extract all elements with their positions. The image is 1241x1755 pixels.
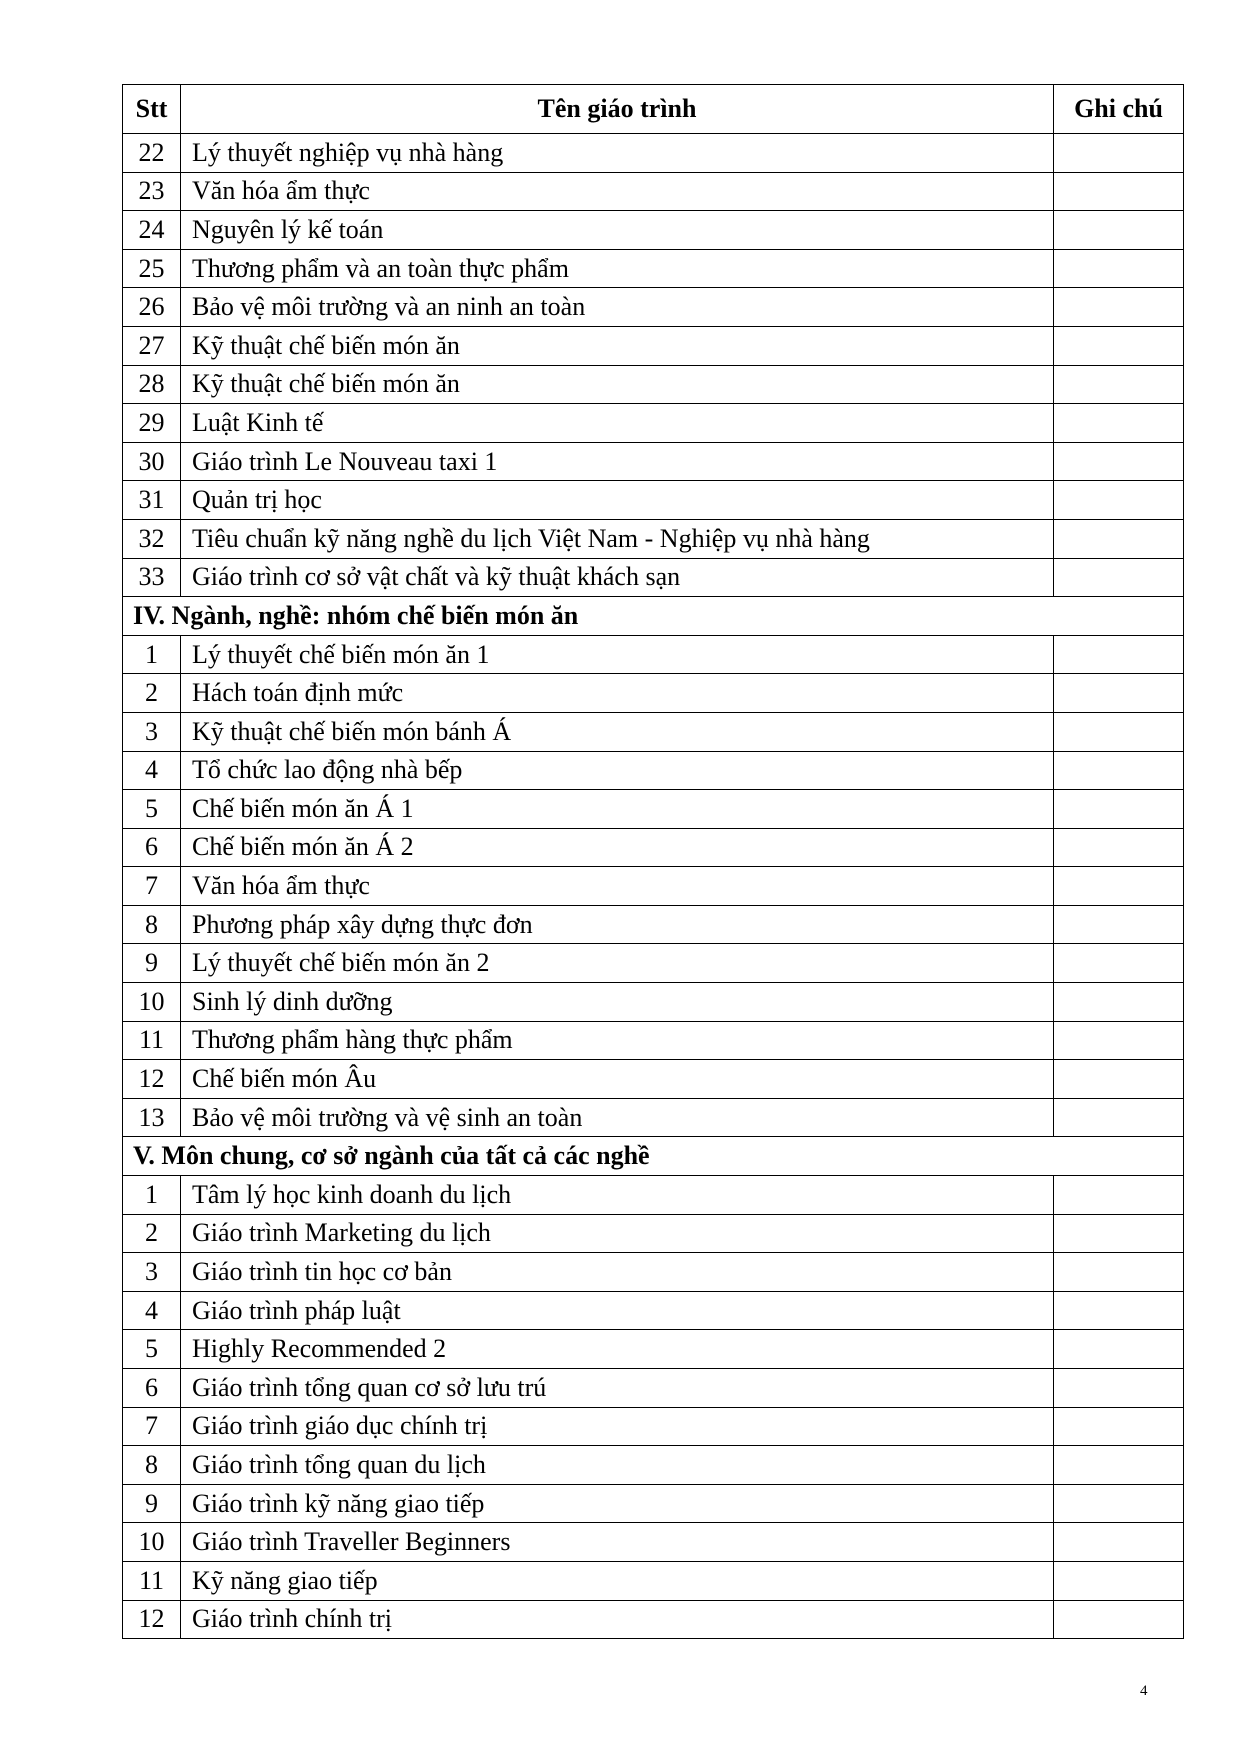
table-row — [123, 983, 1184, 1022]
section-heading: IV. Ngành, nghề: nhóm chế biến món ăn — [123, 597, 1184, 636]
row-textbook-name: Luật Kinh tế — [181, 404, 1054, 443]
row-note — [1054, 1060, 1184, 1099]
row-stt: 10 — [123, 983, 181, 1022]
table-row — [123, 1484, 1184, 1523]
row-stt: 3 — [123, 712, 181, 751]
row-note — [1054, 1098, 1184, 1137]
table-row — [123, 211, 1184, 250]
table-row — [123, 828, 1184, 867]
table-row — [123, 365, 1184, 404]
row-note — [1054, 134, 1184, 173]
row-note — [1054, 674, 1184, 713]
table-row — [123, 1176, 1184, 1215]
table-row — [123, 712, 1184, 751]
row-textbook-name: Kỹ thuật chế biến món ăn — [181, 326, 1054, 365]
row-note — [1054, 635, 1184, 674]
row-textbook-name: Lý thuyết nghiệp vụ nhà hàng — [181, 134, 1054, 173]
row-note — [1054, 828, 1184, 867]
row-note — [1054, 1561, 1184, 1600]
row-note — [1054, 1291, 1184, 1330]
row-textbook-name: Giáo trình pháp luật — [181, 1291, 1054, 1330]
row-stt: 3 — [123, 1253, 181, 1292]
row-textbook-name: Tâm lý học kinh doanh du lịch — [181, 1176, 1054, 1215]
table-row — [123, 905, 1184, 944]
row-note — [1054, 1253, 1184, 1292]
row-stt: 11 — [123, 1561, 181, 1600]
row-textbook-name: Kỹ năng giao tiếp — [181, 1561, 1054, 1600]
row-textbook-name: Bảo vệ môi trường và an ninh an toàn — [181, 288, 1054, 327]
row-stt: 5 — [123, 1330, 181, 1369]
row-note — [1054, 481, 1184, 520]
row-stt: 4 — [123, 1291, 181, 1330]
table-row — [123, 1330, 1184, 1369]
header-textbook-name: Tên giáo trình — [181, 85, 1054, 134]
row-textbook-name: Lý thuyết chế biến món ăn 1 — [181, 635, 1054, 674]
row-note — [1054, 867, 1184, 906]
row-note — [1054, 1214, 1184, 1253]
row-textbook-name: Giáo trình cơ sở vật chất và kỹ thuật khách sạn — [181, 558, 1054, 597]
table-row — [123, 558, 1184, 597]
row-textbook-name: Tiêu chuẩn kỹ năng nghề du lịch Việt Nam - Nghiệp vụ nhà hàng — [181, 519, 1054, 558]
row-textbook-name: Thương phẩm và an toàn thực phẩm — [181, 249, 1054, 288]
row-stt: 2 — [123, 674, 181, 713]
row-stt: 1 — [123, 1176, 181, 1215]
row-note — [1054, 1600, 1184, 1639]
table-row — [123, 1561, 1184, 1600]
row-textbook-name: Bảo vệ môi trường và vệ sinh an toàn — [181, 1098, 1054, 1137]
row-stt: 23 — [123, 172, 181, 211]
row-note — [1054, 365, 1184, 404]
row-textbook-name: Lý thuyết chế biến món ăn 2 — [181, 944, 1054, 983]
row-stt: 7 — [123, 1407, 181, 1446]
table-row — [123, 249, 1184, 288]
row-textbook-name: Chế biến món Âu — [181, 1060, 1054, 1099]
row-textbook-name: Phương pháp xây dựng thực đơn — [181, 905, 1054, 944]
row-textbook-name: Sinh lý dinh dưỡng — [181, 983, 1054, 1022]
table-row — [123, 1446, 1184, 1485]
table-row — [123, 1214, 1184, 1253]
row-stt: 9 — [123, 1484, 181, 1523]
row-note — [1054, 751, 1184, 790]
table-row — [123, 288, 1184, 327]
row-textbook-name: Giáo trình Le Nouveau taxi 1 — [181, 442, 1054, 481]
row-note — [1054, 1407, 1184, 1446]
header-stt: Stt — [123, 85, 181, 134]
table-header-row — [123, 85, 1184, 134]
row-textbook-name: Kỹ thuật chế biến món ăn — [181, 365, 1054, 404]
section-row — [123, 1137, 1184, 1176]
table-row — [123, 481, 1184, 520]
table-row — [123, 326, 1184, 365]
row-stt: 12 — [123, 1600, 181, 1639]
row-note — [1054, 944, 1184, 983]
row-note — [1054, 404, 1184, 443]
header-note: Ghi chú — [1054, 85, 1184, 134]
row-note — [1054, 558, 1184, 597]
row-stt: 8 — [123, 1446, 181, 1485]
table-row — [123, 519, 1184, 558]
row-note — [1054, 1523, 1184, 1562]
table-row — [123, 1021, 1184, 1060]
row-note — [1054, 905, 1184, 944]
row-stt: 26 — [123, 288, 181, 327]
row-textbook-name: Văn hóa ẩm thực — [181, 867, 1054, 906]
row-stt: 6 — [123, 828, 181, 867]
row-note — [1054, 442, 1184, 481]
row-note — [1054, 1484, 1184, 1523]
table-row — [123, 674, 1184, 713]
row-note — [1054, 1021, 1184, 1060]
row-note — [1054, 519, 1184, 558]
row-note — [1054, 211, 1184, 250]
row-stt: 27 — [123, 326, 181, 365]
row-stt: 8 — [123, 905, 181, 944]
table-row — [123, 1253, 1184, 1292]
section-heading: V. Môn chung, cơ sở ngành của tất cả các nghề — [123, 1137, 1184, 1176]
row-textbook-name: Giáo trình Marketing du lịch — [181, 1214, 1054, 1253]
row-stt: 31 — [123, 481, 181, 520]
row-note — [1054, 288, 1184, 327]
table-row — [123, 442, 1184, 481]
row-stt: 24 — [123, 211, 181, 250]
table-row — [123, 1098, 1184, 1137]
row-note — [1054, 1176, 1184, 1215]
row-textbook-name: Thương phẩm hàng thực phẩm — [181, 1021, 1054, 1060]
row-note — [1054, 790, 1184, 829]
page-number: 4 — [1140, 1683, 1148, 1699]
table-row — [123, 1600, 1184, 1639]
table-row — [123, 134, 1184, 173]
row-textbook-name: Văn hóa ẩm thực — [181, 172, 1054, 211]
row-stt: 10 — [123, 1523, 181, 1562]
row-note — [1054, 249, 1184, 288]
row-textbook-name: Giáo trình tin học cơ bản — [181, 1253, 1054, 1292]
row-note — [1054, 1446, 1184, 1485]
row-stt: 2 — [123, 1214, 181, 1253]
row-textbook-name: Nguyên lý kế toán — [181, 211, 1054, 250]
row-textbook-name: Giáo trình giáo dục chính trị — [181, 1407, 1054, 1446]
row-stt: 7 — [123, 867, 181, 906]
row-stt: 9 — [123, 944, 181, 983]
row-textbook-name: Kỹ thuật chế biến món bánh Á — [181, 712, 1054, 751]
row-stt: 30 — [123, 442, 181, 481]
row-note — [1054, 983, 1184, 1022]
table-row — [123, 1291, 1184, 1330]
row-stt: 33 — [123, 558, 181, 597]
row-note — [1054, 326, 1184, 365]
table-body — [123, 134, 1184, 1639]
row-stt: 29 — [123, 404, 181, 443]
table-row — [123, 172, 1184, 211]
row-textbook-name: Quản trị học — [181, 481, 1054, 520]
row-textbook-name: Giáo trình Traveller Beginners — [181, 1523, 1054, 1562]
row-note — [1054, 1369, 1184, 1408]
row-stt: 28 — [123, 365, 181, 404]
row-stt: 1 — [123, 635, 181, 674]
row-stt: 25 — [123, 249, 181, 288]
row-stt: 11 — [123, 1021, 181, 1060]
row-stt: 12 — [123, 1060, 181, 1099]
row-textbook-name: Chế biến món ăn Á 1 — [181, 790, 1054, 829]
row-note — [1054, 1330, 1184, 1369]
row-stt: 5 — [123, 790, 181, 829]
row-stt: 4 — [123, 751, 181, 790]
row-stt: 13 — [123, 1098, 181, 1137]
textbook-table — [122, 84, 1184, 1639]
row-stt: 32 — [123, 519, 181, 558]
row-textbook-name: Tổ chức lao động nhà bếp — [181, 751, 1054, 790]
table-row — [123, 1060, 1184, 1099]
row-textbook-name: Chế biến món ăn Á 2 — [181, 828, 1054, 867]
table-row — [123, 1369, 1184, 1408]
table-row — [123, 751, 1184, 790]
table-row — [123, 1407, 1184, 1446]
row-textbook-name: Hách toán định mức — [181, 674, 1054, 713]
row-textbook-name: Giáo trình tổng quan cơ sở lưu trú — [181, 1369, 1054, 1408]
row-textbook-name: Highly Recommended 2 — [181, 1330, 1054, 1369]
row-textbook-name: Giáo trình kỹ năng giao tiếp — [181, 1484, 1054, 1523]
row-textbook-name: Giáo trình tổng quan du lịch — [181, 1446, 1054, 1485]
table-row — [123, 635, 1184, 674]
row-note — [1054, 172, 1184, 211]
row-textbook-name: Giáo trình chính trị — [181, 1600, 1054, 1639]
section-row — [123, 597, 1184, 636]
row-note — [1054, 712, 1184, 751]
table-row — [123, 944, 1184, 983]
row-stt: 22 — [123, 134, 181, 173]
table-row — [123, 404, 1184, 443]
row-stt: 6 — [123, 1369, 181, 1408]
table-row — [123, 867, 1184, 906]
table-row — [123, 1523, 1184, 1562]
table-row — [123, 790, 1184, 829]
